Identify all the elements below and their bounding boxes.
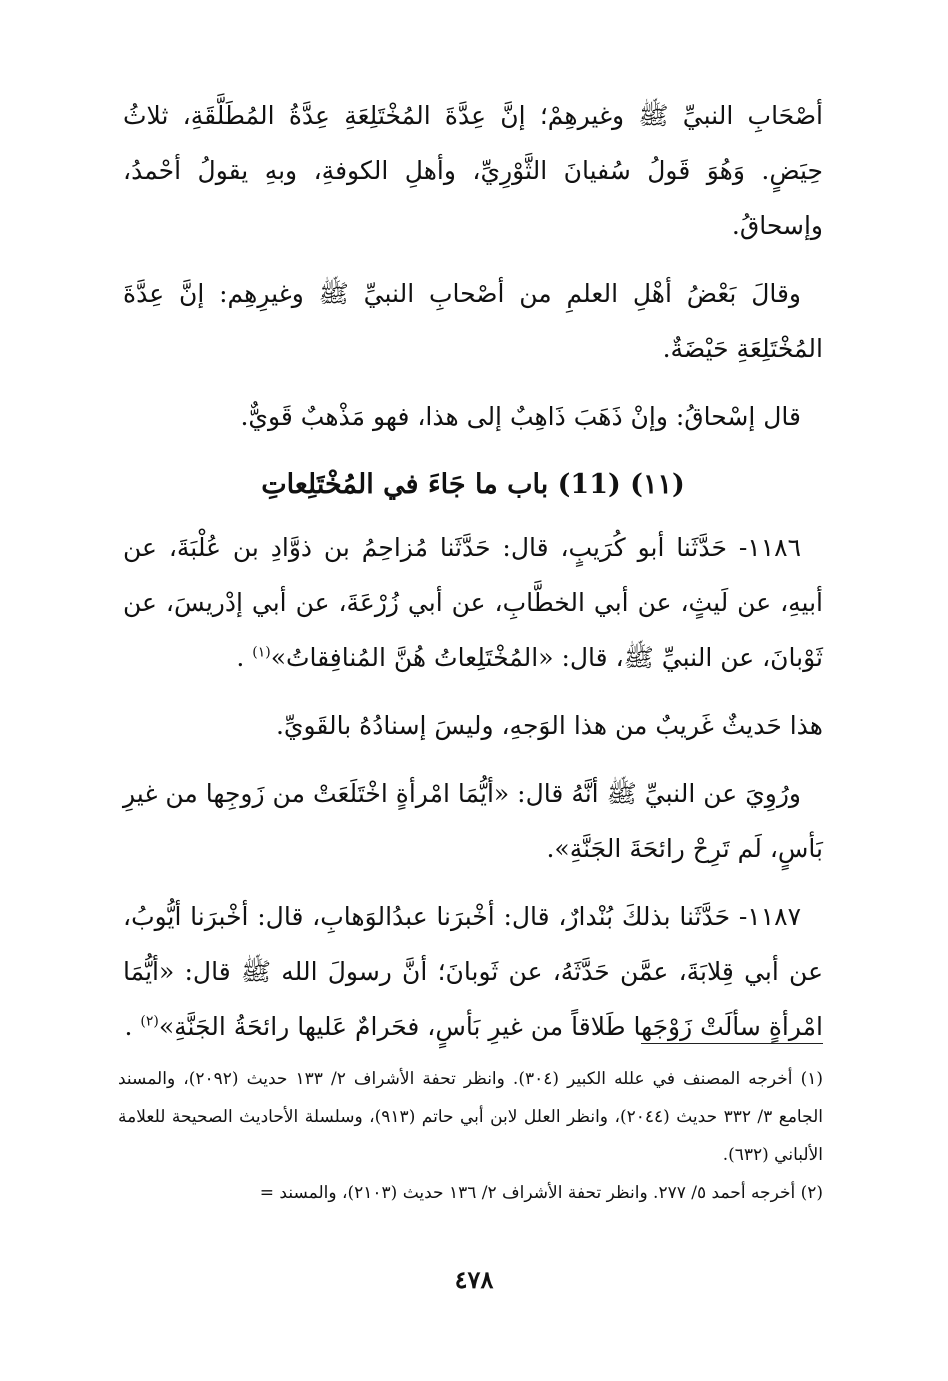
footnote-ref-2[interactable]: (٢) (140, 1013, 159, 1030)
hadith-1186-end: . (236, 643, 245, 672)
hadith-1187-text: ١١٨٧- حَدَّثَنا بذلكَ بُنْدارٌ، قال: أخْبرَنا عبدُالوَهابِ، قال: أخْبرَنا أيُّوبُ، عن أبي قِلابَةَ، عمَّن حَدَّثَهُ، عن ثَوبانَ؛ أنَّ رسولَ الله ﷺ قال: «أيُّمَا امْرأةٍ سألَتْ زَوْجَها طَلاقاً من غيرِ بَأسٍ، فحَرامٌ عَليها رائحَةُ الجَنَّةِ» (123, 902, 823, 1041)
footnote-2: (٢) أخرجه أحمد ٥/ ٢٧٧. وانظر تحفة الأشراف ٢/ ١٣٦ حديث (٢١٠٣)، والمسند = (259, 1183, 823, 1203)
chapter-heading: (١١) (11) باب ما جَاءَ في المُخْتَلِعاتِ (261, 469, 685, 500)
paragraph-gharib: هذا حَديثٌ غَريبٌ من هذا الوَجهِ، وليسَ إسنادُهُ بالقَويِّ. (275, 711, 823, 740)
hadith-1186 (123, 520, 823, 685)
page-number: ٤٧٨ (454, 1265, 494, 1294)
paragraph-ishaq-opinion: قال إسْحاقُ: وإنْ ذَهَبَ ذَاهِبٌ إلى هذا، فهو مَذْهبٌ قَويٌّ. (240, 402, 801, 431)
hadith-1186-text: ١١٨٦- حَدَّثَنا أبو كُرَيبٍ، قال: حَدَّثَنا مُزاحِمُ بن ذوَّادِ بن عُلْبَةَ، عن أبيهِ، عن لَيثٍ، عن أبي الخطَّابِ، عن أبي زُرْعَةَ، عن أبي إدْريسَ، عن ثَوْبانَ، عن النبيِّ ﷺ، قال: «المُخْتَلِعاتُ هُنَّ المُنافِقاتُ» (123, 533, 823, 672)
paragraph-iddah-minority: وقالَ بَعْضُ أهْلِ العلمِ من أصْحابِ النبيِّ ﷺ وغيرِهِم: إنَّ عِدَّةَ المُخْتَلِعَةِ حَيْضَةٌ. (123, 279, 823, 363)
footnote-ref-1[interactable]: (١) (252, 644, 271, 661)
main-text (123, 88, 823, 1067)
paragraph-iddah-majority: أصْحَابِ النبيِّ ﷺ وغيرهِمْ؛ إنَّ عِدَّةَ المُخْتَلِعَةِ عِدَّةُ المُطَلَّقَةِ، ثلاثُ حِيَضٍ. وَهُوَ قَولُ سُفيانَ الثَّوْرِيِّ، وأهلِ الكوفةِ، وبهِ يقولُ أحْمدُ، وإسحاقُ. (123, 101, 823, 240)
hadith-1187-end: . (124, 1012, 133, 1041)
footnote-1: (١) أخرجه المصنف في علله الكبير (٣٠٤). وانظر تحفة الأشراف ٢/ ١٣٣ حديث (٢٠٩٢)، والمسند الجامع ٣/ ٣٣٢ حديث (٢٠٤٤)، وانظر العلل لابن أبي حاتم (٩١٣)، وسلسلة الأحاديث الصحيحة للعلامة الألباني (٦٣٢). (118, 1069, 823, 1165)
paragraph-ruwiya: ورُوِيَ عن النبيِّ ﷺ أنَّهُ قال: «أيُّمَا امْرأةٍ اخْتَلَعَتْ من زَوجِها من غيرِ بَأسٍ، لَم تَرِحْ رائحَةَ الجَنَّةِ». (123, 779, 823, 863)
footnotes (118, 1060, 823, 1212)
footnote-separator (641, 1043, 823, 1044)
hadith-1187 (123, 889, 823, 1054)
